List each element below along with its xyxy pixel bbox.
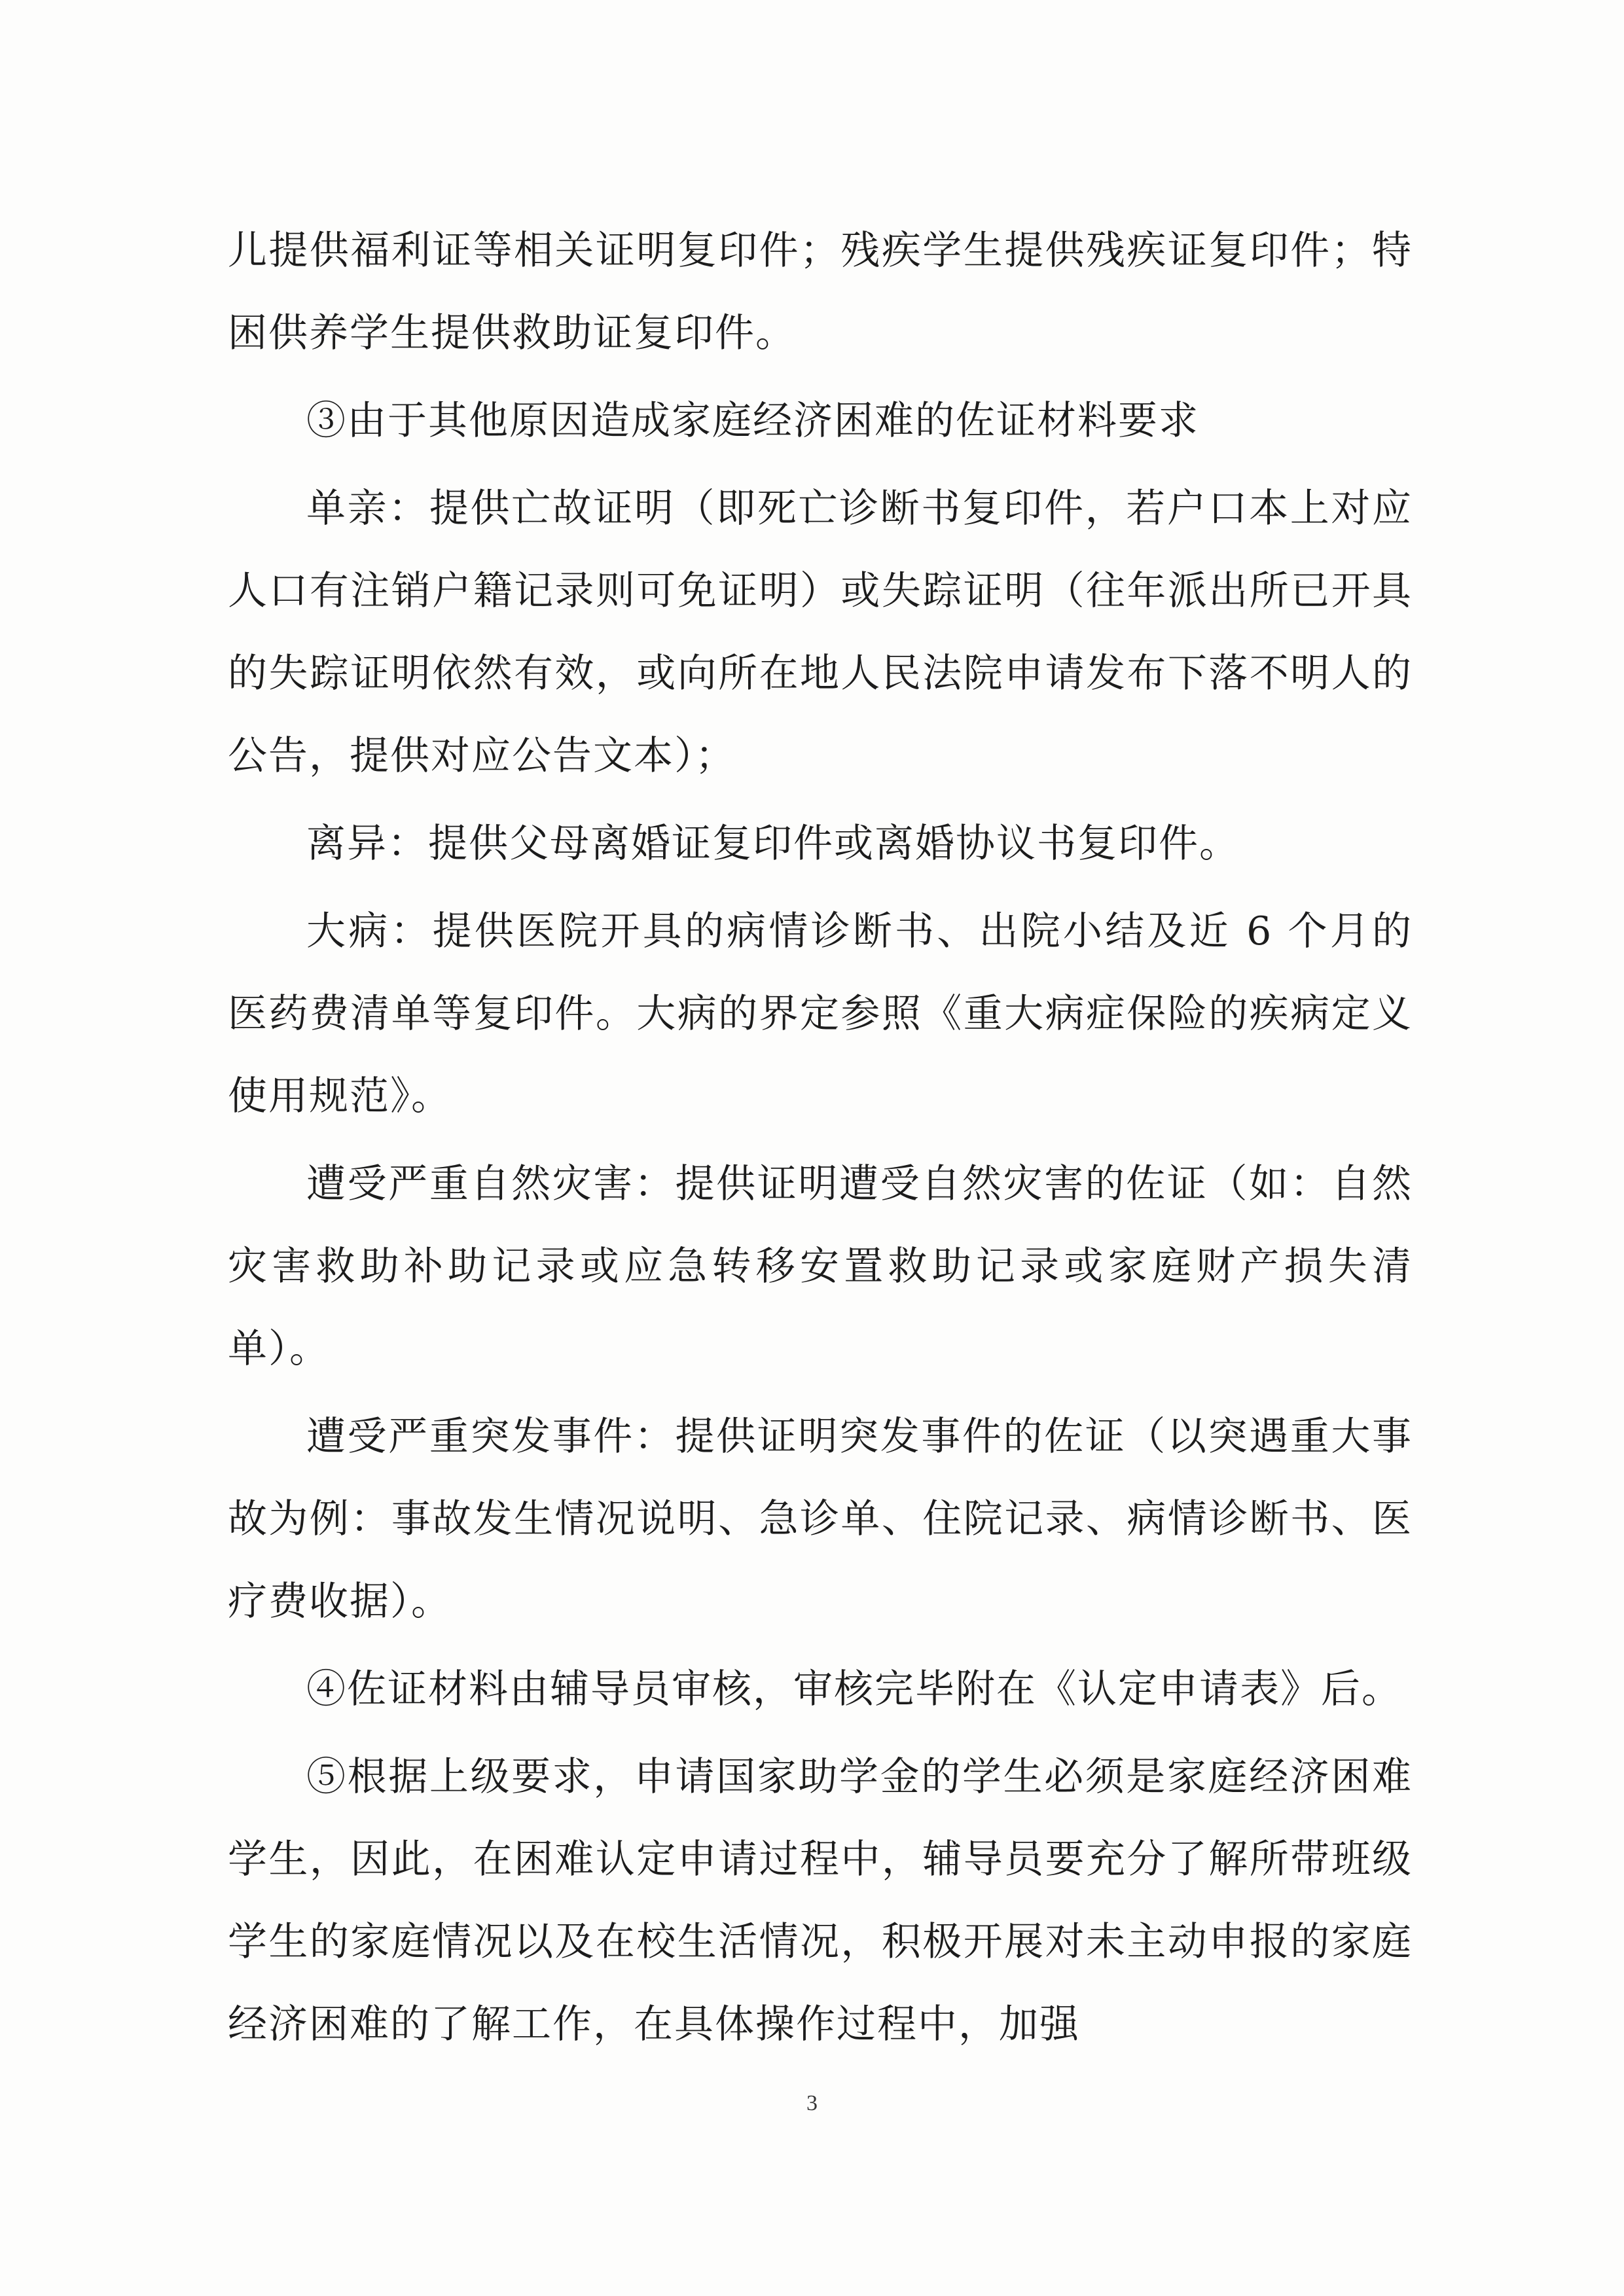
paragraph-divorce: 离异：提供父母离婚证复印件或离婚协议书复印件。 (306, 821, 1240, 867)
paragraph-single-parent: 单亲：提供亡故证明（即死亡诊断书复印件，若户口本上对应人口有注销户籍记录则可免证明）或失踪证明（往年派出所已开具的失踪证明依然有效，或向所在地人民法院申请发布下落不明人的公告，提供对应公告文本）； (228, 486, 1413, 779)
paragraph-section-4: ④佐证材料由辅导员审核，审核完毕附在《认定申请表》后。 (306, 1666, 1402, 1712)
paragraph-continuation: 儿提供福利证等相关证明复印件；残疾学生提供残疾证复印件；特困供养学生提供救助证复印件。 (228, 228, 1413, 356)
paragraph-serious-illness: 大病：提供医院开具的病情诊断书、出院小结及近 6 个月的医药费清单等复印件。大病的界定参照《重大病症保险的疾病定义使用规范》。 (228, 908, 1413, 1119)
paragraph-section-5: ⑤根据上级要求，申请国家助学金的学生必须是家庭经济困难学生，因此，在困难认定申请过程中，辅导员要充分了解所带班级学生的家庭情况以及在校生活情况，积极开展对未主动申报的家庭经济困难的了解工作，在具体操作过程中，加强 (228, 1754, 1413, 2047)
page-number: 3 (806, 2091, 818, 2115)
paragraph-section-3-heading: ③由于其他原因造成家庭经济困难的佐证材料要求 (306, 398, 1199, 444)
paragraph-emergency-event: 遭受严重突发事件：提供证明突发事件的佐证（以突遇重大事故为例：事故发生情况说明、急诊单、住院记录、病情诊断书、医疗费收据）。 (228, 1414, 1413, 1624)
body-text (228, 209, 1413, 2066)
paragraph-natural-disaster: 遭受严重自然灾害：提供证明遭受自然灾害的佐证（如：自然灾害救助补助记录或应急转移安置救助记录或家庭财产损失清单）。 (228, 1161, 1413, 1372)
